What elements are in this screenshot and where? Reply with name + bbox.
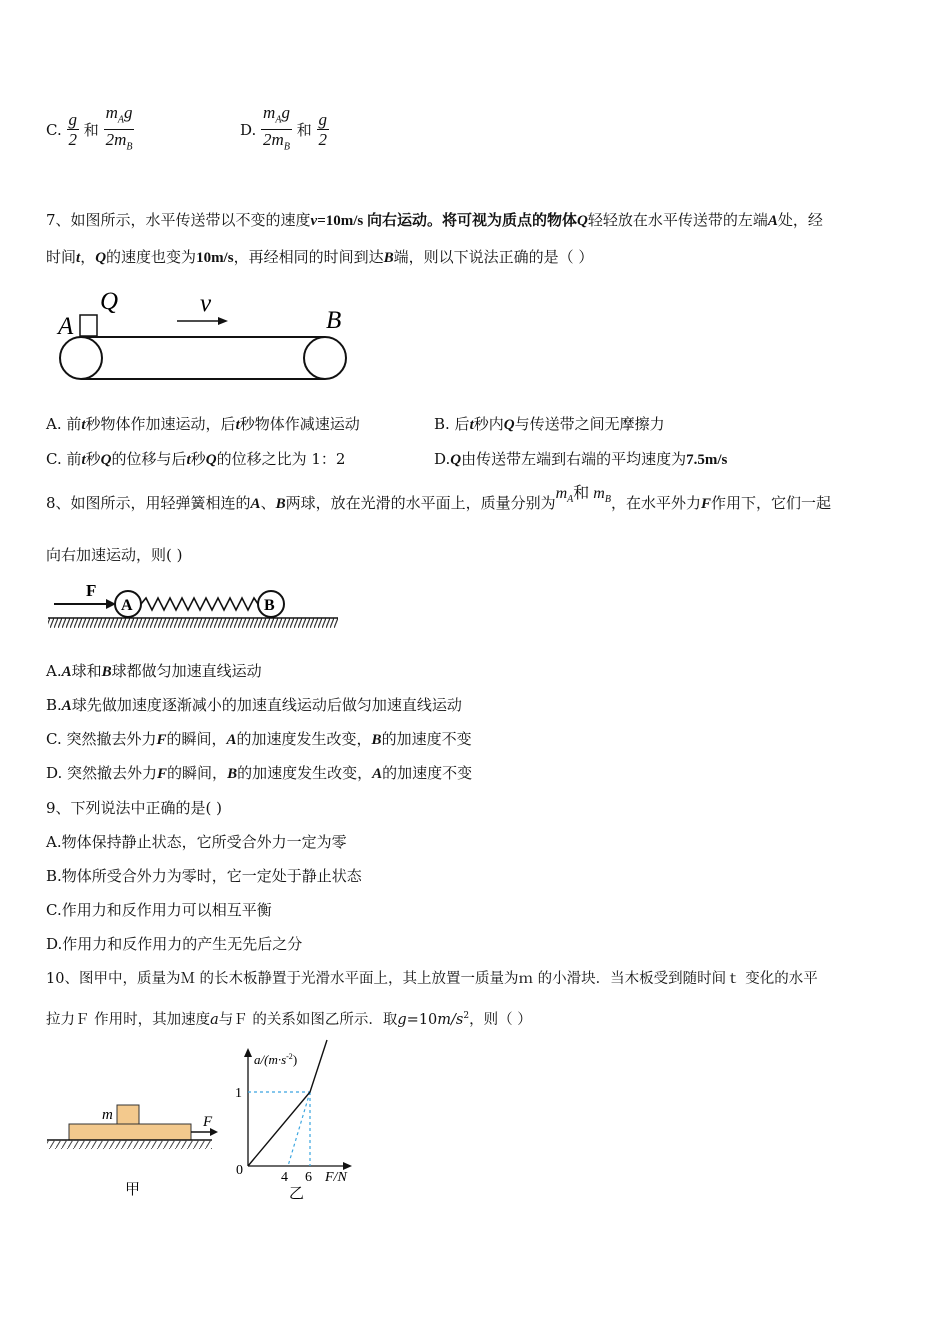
label-b: B	[326, 307, 342, 334]
y-axis-arrow-icon	[244, 1048, 252, 1057]
q8-option-d: D. 突然撤去外力F的瞬间，B的加速度发生改变，A的加速度不变	[46, 764, 473, 782]
fraction-mAg-over-2mB: $\frac{m_Ag}{2m_B}$	[105, 103, 133, 153]
label-f: F	[203, 1114, 213, 1130]
ball-b-label: B	[264, 597, 275, 614]
q7-option-c: C. 前t秒Q的位移与后t秒Q的位移之比为 1：2	[46, 450, 346, 468]
q9-option-d: D.作用力和反作用力的产生无先后之分	[46, 935, 303, 953]
and-word: 和	[83, 120, 99, 139]
and-word: 和	[296, 120, 312, 139]
q8-option-b: B.A球先做加速度逐渐减小的加速直线运动后做匀加速直线运动	[46, 696, 462, 714]
label-v: v	[200, 290, 212, 317]
q8-stem-line1: 8、如图所示，用轻弹簧相连的A、B两球，放在光滑的水平面上，质量分别为$m_A$和 $m_B$，在水平外力F作用下，它们一起	[46, 485, 832, 512]
ball-a-label: A	[121, 597, 133, 614]
caption-jia: 甲	[125, 1182, 141, 1198]
q7-option-d: D.Q由传送带左端到右端的平均速度为7.5m/s	[434, 450, 728, 468]
label-m: m	[102, 1107, 113, 1123]
q6-option-c	[46, 104, 134, 158]
q9-stem: 9、下列说法中正确的是( )	[46, 799, 223, 817]
q7-option-a: A. 前t秒物体作加速运动，后t秒物体作减速运动	[46, 415, 360, 433]
q10-stem-line1: 10、图甲中，质量为Ｍ 的长木板静置于光滑水平面上，其上放置一质量为ｍ 的小滑块．当木板受到随时间ｔ 变化的水平	[46, 971, 818, 987]
long-board	[69, 1124, 191, 1140]
q8-option-c: C. 突然撤去外力F的瞬间，A的加速度发生改变，B的加速度不变	[46, 730, 472, 748]
q8-stem-line2: 向右加速运动，则( )	[46, 546, 183, 564]
q7-option-b: B. 后t秒内Q与传送带之间无摩擦力	[434, 415, 665, 433]
option-label: C.	[46, 120, 62, 139]
tick-4: 4	[281, 1170, 288, 1185]
caption-yi: 乙	[289, 1186, 305, 1202]
q7-stem-line2: 时间t，Q的速度也变为10m/s，再经相同的时间到达B端，则以下说法正确的是（ ）	[46, 248, 594, 266]
q6-option-d	[240, 104, 329, 158]
block-q	[80, 315, 97, 336]
ground-surface	[48, 618, 338, 628]
q7-stem-line1: 7、如图所示，水平传送带以不变的速度v=10m/s 向右运动。将可视为质点的物体Q轻轻放在水平传送带的左端A处，经	[46, 211, 823, 229]
fraction-g-over-2: $\frac{g}{2}$	[68, 110, 77, 150]
conveyor-belt-diagram	[50, 284, 360, 390]
x-axis-arrow-icon	[343, 1162, 352, 1170]
q9-option-c: C.作用力和反作用力可以相互平衡	[46, 901, 272, 919]
label-f: F	[86, 581, 97, 600]
fraction-mAg-over-2mB: $\frac{m_Ag}{2m_B}$	[263, 103, 290, 153]
option-label: D.	[240, 120, 257, 139]
tick-1: 1	[235, 1086, 242, 1101]
left-roller	[60, 337, 102, 379]
label-a: A	[58, 313, 74, 340]
y-axis-label: $a/(m\cdot s^{-2})$	[254, 1052, 298, 1067]
fraction-g-over-2: $\frac{g}{2}$	[318, 110, 328, 150]
board-block-diagram	[44, 1098, 234, 1208]
q9-option-a: A.物体保持静止状态，它所受合外力一定为零	[46, 833, 347, 851]
dashed-guide-slant	[288, 1092, 310, 1166]
right-roller	[304, 337, 346, 379]
origin-label: 0	[236, 1163, 243, 1178]
q9-option-b: B.物体所受合外力为零时，它一定处于静止状态	[46, 867, 362, 885]
ground-hatch	[47, 1140, 212, 1149]
spring-balls-diagram	[46, 578, 342, 632]
tick-6: 6	[305, 1170, 312, 1185]
q10-stem-line2: 拉力Ｆ 作用时，其加速度a与Ｆ 的关系如图乙所示．取$g=10m/s^2$，则（ ）	[46, 1011, 532, 1028]
small-block	[117, 1105, 139, 1124]
acceleration-force-graph	[228, 1036, 368, 1204]
label-q: Q	[100, 288, 119, 315]
x-axis-label: F/N	[325, 1170, 347, 1185]
spring-icon	[141, 598, 258, 610]
arrow-head-icon	[218, 317, 228, 325]
q8-option-a: A.A球和B球都做匀加速直线运动	[46, 662, 262, 680]
